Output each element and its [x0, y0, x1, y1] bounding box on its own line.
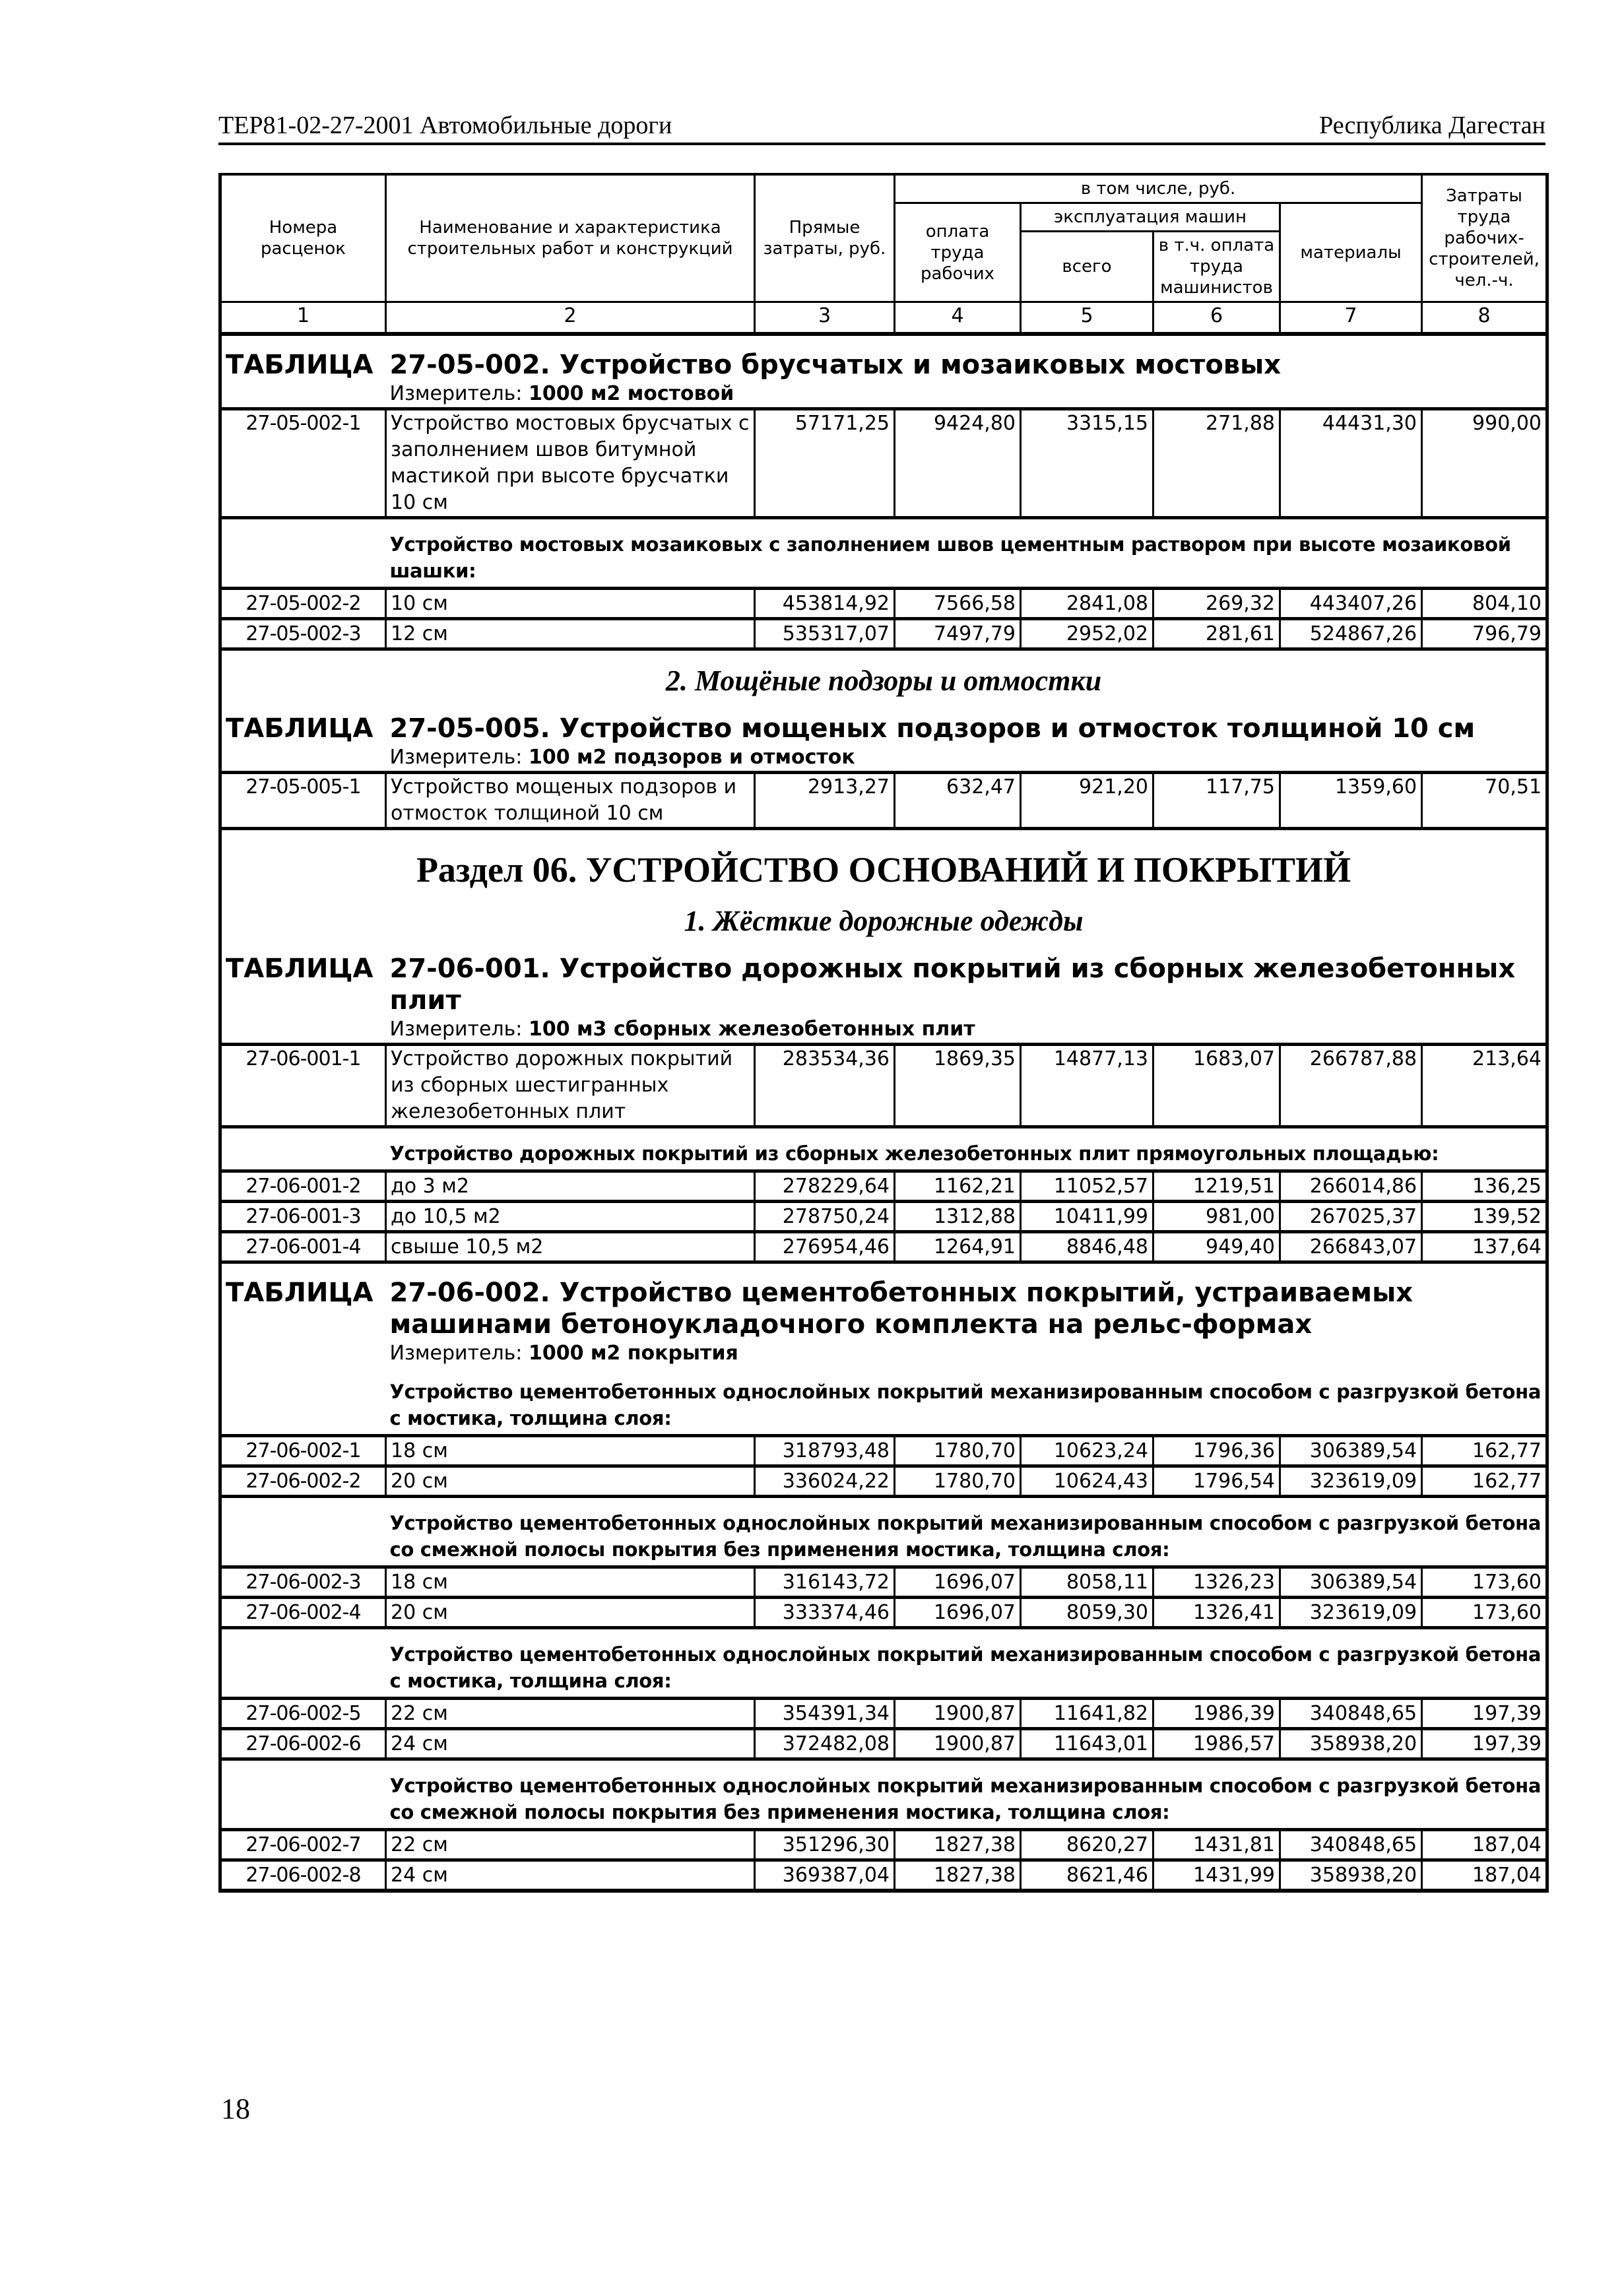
spacer — [220, 1127, 386, 1171]
subheading: Устройство цементобетонных однослойных покрытий механизированным способом с разгрузкой бетона с мостика, толщина слоя: — [389, 1381, 1542, 1429]
subheading-row — [220, 1628, 1547, 1699]
materials: 266014,86 — [1280, 1171, 1422, 1202]
subheading-row — [220, 518, 1547, 589]
labor-hours: 173,60 — [1422, 1598, 1547, 1628]
subheading-row — [220, 1759, 1547, 1830]
worker-wages: 1780,70 — [895, 1436, 1021, 1466]
subheading: Устройство цементобетонных однослойных покрытий механизированным способом с разгрузкой бетона со смежной полосы покрытия без применения мостика, толщина слоя: — [389, 1512, 1542, 1561]
worker-wages: 1827,38 — [895, 1860, 1021, 1891]
rate-code: 27-06-001-4 — [220, 1232, 386, 1262]
labor-hours: 213,64 — [1422, 1045, 1547, 1127]
table-row — [220, 589, 1547, 619]
materials: 340848,65 — [1280, 1830, 1422, 1860]
section-heading: 1. Жёсткие дорожные одежды — [684, 905, 1084, 937]
operator-wages: 117,75 — [1153, 773, 1280, 829]
subheading-row — [220, 1127, 1547, 1171]
direct-costs: 283534,36 — [755, 1045, 895, 1127]
spacer — [220, 1759, 386, 1830]
spacer — [220, 1367, 386, 1436]
measure-unit — [386, 744, 1547, 773]
rate-code: 27-06-001-2 — [220, 1171, 386, 1202]
work-name: до 3 м2 — [386, 1171, 755, 1202]
measure-row — [220, 381, 1547, 409]
operator-wages: 1986,39 — [1153, 1699, 1280, 1729]
labor-hours: 137,64 — [1422, 1232, 1547, 1262]
col-total-header: всего — [1021, 232, 1153, 302]
labor-hours: 70,51 — [1422, 773, 1547, 829]
measure-value: 1000 м2 покрытия — [528, 1342, 738, 1365]
materials: 1359,60 — [1280, 773, 1422, 829]
work-name: Устройство мощеных подзоров и отмосток толщиной 10 см — [386, 773, 755, 829]
col-direct-header: Прямые затраты, руб. — [755, 174, 895, 302]
worker-wages: 9424,80 — [895, 409, 1021, 518]
machine-total: 3315,15 — [1021, 409, 1153, 518]
rate-code: 27-06-002-2 — [220, 1466, 386, 1497]
rate-code: 27-06-002-1 — [220, 1436, 386, 1466]
table-row — [220, 619, 1547, 649]
direct-costs: 278229,64 — [755, 1171, 895, 1202]
measure-label: Измеритель: — [389, 1342, 523, 1365]
materials: 524867,26 — [1280, 619, 1422, 649]
rates-table — [218, 173, 1549, 1893]
direct-costs: 372482,08 — [755, 1729, 895, 1759]
operator-wages: 271,88 — [1153, 409, 1280, 518]
operator-wages: 981,00 — [1153, 1202, 1280, 1232]
header-row — [220, 174, 1547, 203]
col-machines-header: эксплуатация машин — [1021, 203, 1280, 232]
materials: 306389,54 — [1280, 1567, 1422, 1598]
rate-code: 27-06-002-8 — [220, 1860, 386, 1891]
direct-costs: 57171,25 — [755, 409, 895, 518]
region-name: Республика Дагестан — [1319, 112, 1545, 139]
table-row — [220, 1466, 1547, 1497]
work-name: 18 см — [386, 1567, 755, 1598]
column-number: 7 — [1280, 302, 1422, 335]
spacer — [220, 1340, 386, 1367]
worker-wages: 1696,07 — [895, 1567, 1021, 1598]
labor-hours: 990,00 — [1422, 409, 1547, 518]
rate-code: 27-05-005-1 — [220, 773, 386, 829]
machine-total: 11643,01 — [1021, 1729, 1153, 1759]
worker-wages: 1869,35 — [895, 1045, 1021, 1127]
machine-total: 14877,13 — [1021, 1045, 1153, 1127]
column-number: 8 — [1422, 302, 1547, 335]
col-code-header: Номера расценок — [220, 174, 386, 302]
machine-total: 8058,11 — [1021, 1567, 1153, 1598]
document-code: ТЕР81-02-27-2001 Автомобильные дороги — [218, 112, 672, 139]
table-row — [220, 1232, 1547, 1262]
table-row — [220, 1202, 1547, 1232]
machine-total: 2952,02 — [1021, 619, 1153, 649]
table-row — [220, 1171, 1547, 1202]
materials: 358938,20 — [1280, 1860, 1422, 1891]
table-row — [220, 1567, 1547, 1598]
table-row — [220, 1729, 1547, 1759]
work-name: 18 см — [386, 1436, 755, 1466]
section-heading-row — [220, 891, 1547, 940]
materials: 44431,30 — [1280, 409, 1422, 518]
table-row — [220, 1830, 1547, 1860]
subheading: Устройство дорожных покрытий из сборных железобетонных плит прямоугольных площадью: — [389, 1142, 1439, 1165]
machine-total: 2841,08 — [1021, 589, 1153, 619]
direct-costs: 278750,24 — [755, 1202, 895, 1232]
measure-value: 1000 м2 мостовой — [528, 382, 734, 405]
materials: 358938,20 — [1280, 1729, 1422, 1759]
worker-wages: 1827,38 — [895, 1830, 1021, 1860]
part-heading-row — [220, 829, 1547, 892]
direct-costs: 351296,30 — [755, 1830, 895, 1860]
labor-hours: 197,39 — [1422, 1729, 1547, 1759]
worker-wages: 7566,58 — [895, 589, 1021, 619]
part-heading: Раздел 06. УСТРОЙСТВО ОСНОВАНИЙ И ПОКРЫТИЙ — [416, 850, 1351, 890]
operator-wages: 1431,81 — [1153, 1830, 1280, 1860]
subheading: Устройство цементобетонных однослойных покрытий механизированным способом с разгрузкой бетона с мостика, толщина слоя: — [389, 1643, 1542, 1692]
measure-unit — [386, 1016, 1547, 1045]
measure-label: Измеритель: — [389, 746, 523, 769]
work-name: Устройство дорожных покрытий из сборных шестигранных железобетонных плит — [386, 1045, 755, 1127]
work-name: до 10,5 м2 — [386, 1202, 755, 1232]
materials: 323619,09 — [1280, 1466, 1422, 1497]
operator-wages: 1219,51 — [1153, 1171, 1280, 1202]
running-header — [218, 106, 1545, 145]
machine-total: 10623,24 — [1021, 1436, 1153, 1466]
labor-hours: 139,52 — [1422, 1202, 1547, 1232]
direct-costs: 354391,34 — [755, 1699, 895, 1729]
rate-code: 27-06-002-6 — [220, 1729, 386, 1759]
table-title-row — [220, 700, 1547, 744]
machine-total: 11052,57 — [1021, 1171, 1153, 1202]
table-label: ТАБЛИЦА — [226, 1278, 374, 1308]
measure-value: 100 м3 сборных железобетонных плит — [528, 1018, 975, 1041]
work-name: 24 см — [386, 1860, 755, 1891]
spacer — [220, 381, 386, 409]
worker-wages: 1696,07 — [895, 1598, 1021, 1628]
machine-total: 8621,46 — [1021, 1860, 1153, 1891]
work-name: 24 см — [386, 1729, 755, 1759]
direct-costs: 535317,07 — [755, 619, 895, 649]
materials: 340848,65 — [1280, 1699, 1422, 1729]
table-title-row — [220, 940, 1547, 1016]
operator-wages: 1683,07 — [1153, 1045, 1280, 1127]
spacer — [220, 744, 386, 773]
col-incl-header: в том числе, руб. — [895, 174, 1422, 203]
rate-code: 27-06-002-7 — [220, 1830, 386, 1860]
machine-total: 8620,27 — [1021, 1830, 1153, 1860]
labor-hours: 162,77 — [1422, 1466, 1547, 1497]
table-row — [220, 1860, 1547, 1891]
direct-costs: 318793,48 — [755, 1436, 895, 1466]
measure-row — [220, 744, 1547, 773]
operator-wages: 1986,57 — [1153, 1729, 1280, 1759]
measure-unit — [386, 381, 1547, 409]
worker-wages: 632,47 — [895, 773, 1021, 829]
rate-code: 27-06-002-5 — [220, 1699, 386, 1729]
table-title: 27-05-005. Устройство мощеных подзоров и отмосток толщиной 10 см — [389, 713, 1476, 744]
column-number: 2 — [386, 302, 755, 335]
operator-wages: 1326,23 — [1153, 1567, 1280, 1598]
worker-wages: 1162,21 — [895, 1171, 1021, 1202]
section-heading-row — [220, 649, 1547, 700]
col-labor-header: Затраты труда рабочих-строителей, чел.-ч. — [1422, 174, 1547, 302]
machine-total: 10411,99 — [1021, 1202, 1153, 1232]
table-title-row — [220, 1262, 1547, 1341]
measure-row — [220, 1016, 1547, 1045]
table-title-row — [220, 334, 1547, 381]
machine-total: 8846,48 — [1021, 1232, 1153, 1262]
measure-unit — [386, 1340, 1547, 1367]
machine-total: 11641,82 — [1021, 1699, 1153, 1729]
column-number: 1 — [220, 302, 386, 335]
table-title: 27-06-001. Устройство дорожных покрытий из сборных железобетонных плит — [389, 954, 1516, 1016]
rate-code: 27-05-002-1 — [220, 409, 386, 518]
col-name-header: Наименование и характеристика строительных работ и конструкций — [386, 174, 755, 302]
worker-wages: 1900,87 — [895, 1699, 1021, 1729]
operator-wages: 1796,54 — [1153, 1466, 1280, 1497]
materials: 266843,07 — [1280, 1232, 1422, 1262]
operator-wages: 1326,41 — [1153, 1598, 1280, 1628]
table-title: 27-05-002. Устройство брусчатых и мозаиковых мостовых — [389, 350, 1282, 380]
operator-wages: 1796,36 — [1153, 1436, 1280, 1466]
col-incl-wages-header: в т.ч. оплата труда машинистов — [1153, 232, 1280, 302]
rate-code: 27-05-002-3 — [220, 619, 386, 649]
operator-wages: 949,40 — [1153, 1232, 1280, 1262]
spacer — [220, 1497, 386, 1567]
rate-code: 27-06-002-4 — [220, 1598, 386, 1628]
direct-costs: 2913,27 — [755, 773, 895, 829]
direct-costs: 333374,46 — [755, 1598, 895, 1628]
direct-costs: 276954,46 — [755, 1232, 895, 1262]
labor-hours: 162,77 — [1422, 1436, 1547, 1466]
work-name: 20 см — [386, 1466, 755, 1497]
machine-total: 10624,43 — [1021, 1466, 1153, 1497]
labor-hours: 197,39 — [1422, 1699, 1547, 1729]
measure-row — [220, 1340, 1547, 1367]
rate-code: 27-06-001-3 — [220, 1202, 386, 1232]
spacer — [220, 1628, 386, 1699]
labor-hours: 796,79 — [1422, 619, 1547, 649]
direct-costs: 316143,72 — [755, 1567, 895, 1598]
column-number: 5 — [1021, 302, 1153, 335]
subheading: Устройство цементобетонных однослойных покрытий механизированным способом с разгрузкой бетона со смежной полосы покрытия без применения мостика, толщина слоя: — [389, 1775, 1542, 1823]
table-title: 27-06-002. Устройство цементобетонных покрытий, устраиваемых машинами бетоноукладочного комплекта на рельс-формах — [389, 1278, 1413, 1340]
column-number: 3 — [755, 302, 895, 335]
work-name: 12 см — [386, 619, 755, 649]
rate-code: 27-06-002-3 — [220, 1567, 386, 1598]
rate-code: 27-06-001-1 — [220, 1045, 386, 1127]
rate-code: 27-05-002-2 — [220, 589, 386, 619]
measure-label: Измеритель: — [389, 1018, 523, 1041]
table-row — [220, 1045, 1547, 1127]
col-materials-header: материалы — [1280, 203, 1422, 302]
worker-wages: 1780,70 — [895, 1466, 1021, 1497]
table-label: ТАБЛИЦА — [226, 350, 374, 380]
worker-wages: 7497,79 — [895, 619, 1021, 649]
subheading-row — [220, 1367, 1547, 1436]
column-number: 4 — [895, 302, 1021, 335]
worker-wages: 1264,91 — [895, 1232, 1021, 1262]
labor-hours: 187,04 — [1422, 1830, 1547, 1860]
section-heading: 2. Мощёные подзоры и отмостки — [665, 665, 1102, 697]
operator-wages: 281,61 — [1153, 619, 1280, 649]
worker-wages: 1900,87 — [895, 1729, 1021, 1759]
table-row — [220, 773, 1547, 829]
materials: 267025,37 — [1280, 1202, 1422, 1232]
work-name: 22 см — [386, 1830, 755, 1860]
table-row — [220, 1436, 1547, 1466]
labor-hours: 136,25 — [1422, 1171, 1547, 1202]
materials: 323619,09 — [1280, 1598, 1422, 1628]
column-number: 6 — [1153, 302, 1280, 335]
materials: 266787,88 — [1280, 1045, 1422, 1127]
measure-label: Измеритель: — [389, 382, 523, 405]
measure-value: 100 м2 подзоров и отмосток — [528, 746, 855, 769]
page-number: 18 — [221, 2093, 250, 2125]
subheading-row — [220, 1497, 1547, 1567]
column-number-row — [220, 302, 1547, 335]
table-row — [220, 409, 1547, 518]
table-label: ТАБЛИЦА — [226, 954, 374, 984]
spacer — [220, 1016, 386, 1045]
col-wages-header: оплата труда рабочих — [895, 203, 1021, 302]
work-name: 10 см — [386, 589, 755, 619]
materials: 306389,54 — [1280, 1436, 1422, 1466]
machine-total: 921,20 — [1021, 773, 1153, 829]
work-name: Устройство мостовых брусчатых с заполнением швов битумной мастикой при высоте брусчатки 10 см — [386, 409, 755, 518]
machine-total: 8059,30 — [1021, 1598, 1153, 1628]
work-name: 20 см — [386, 1598, 755, 1628]
subheading: Устройство мостовых мозаиковых с заполнением швов цементным раствором при высоте мозаиковой шашки: — [389, 533, 1511, 582]
table-label: ТАБЛИЦА — [226, 713, 374, 744]
worker-wages: 1312,88 — [895, 1202, 1021, 1232]
operator-wages: 269,32 — [1153, 589, 1280, 619]
direct-costs: 369387,04 — [755, 1860, 895, 1891]
direct-costs: 336024,22 — [755, 1466, 895, 1497]
direct-costs: 453814,92 — [755, 589, 895, 619]
operator-wages: 1431,99 — [1153, 1860, 1280, 1891]
labor-hours: 804,10 — [1422, 589, 1547, 619]
labor-hours: 187,04 — [1422, 1860, 1547, 1891]
table-row — [220, 1598, 1547, 1628]
table-row — [220, 1699, 1547, 1729]
work-name: свыше 10,5 м2 — [386, 1232, 755, 1262]
materials: 443407,26 — [1280, 589, 1422, 619]
labor-hours: 173,60 — [1422, 1567, 1547, 1598]
spacer — [220, 518, 386, 589]
work-name: 22 см — [386, 1699, 755, 1729]
